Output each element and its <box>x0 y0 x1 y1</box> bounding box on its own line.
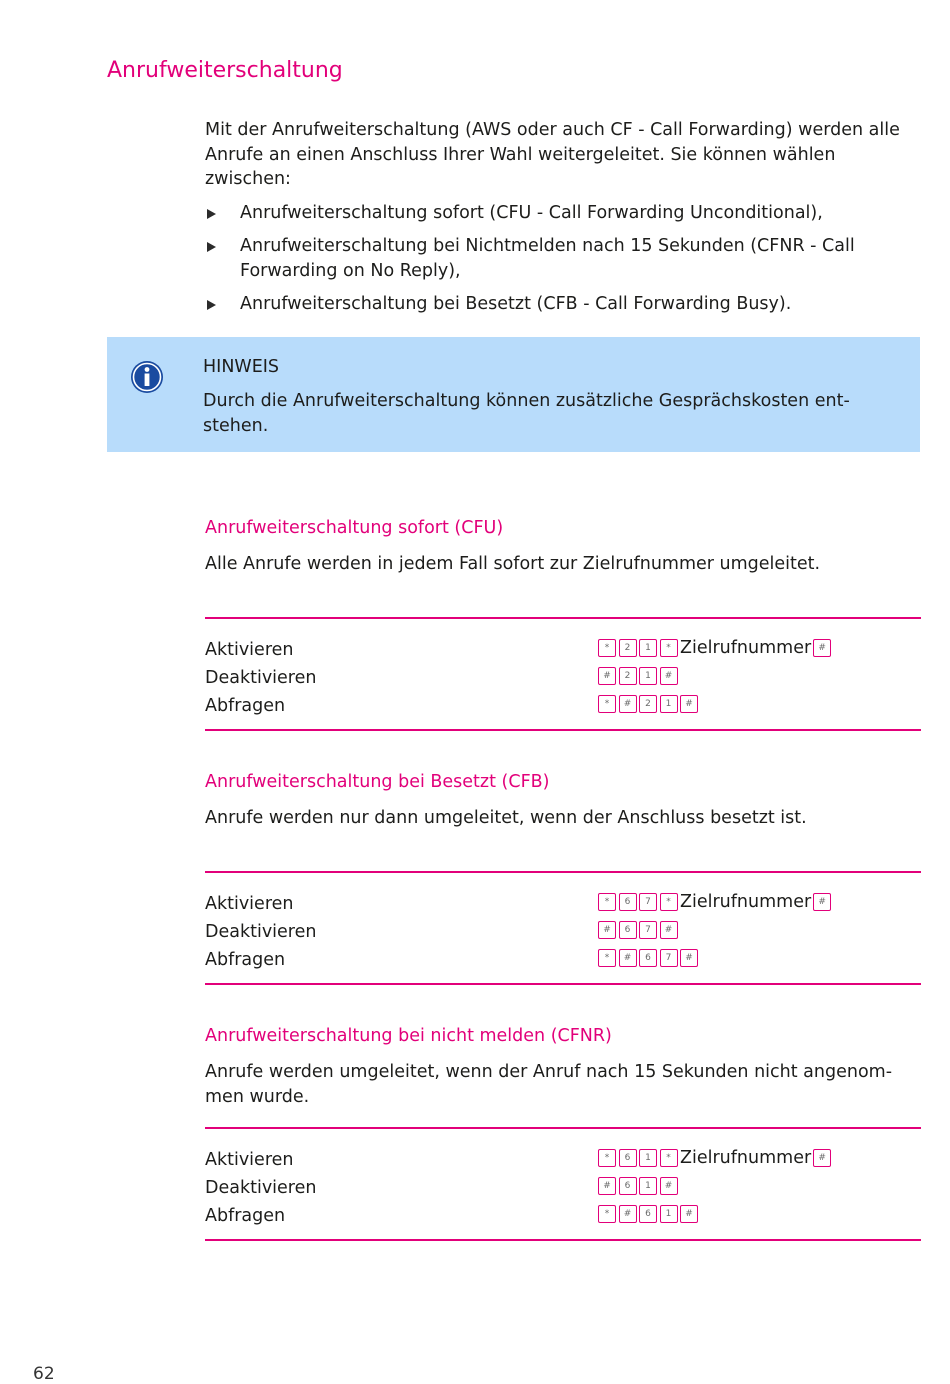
keypad-key: # <box>598 667 616 685</box>
list-item <box>205 234 920 283</box>
keypad-key: * <box>598 639 616 657</box>
keypad-key: # <box>660 667 678 685</box>
keypad-key: 7 <box>639 893 657 911</box>
keypad-key: # <box>598 921 616 939</box>
destination-label: Zielrufnummer <box>680 638 812 658</box>
key-sequence <box>598 1174 680 1198</box>
keypad-key: # <box>680 949 698 967</box>
keypad-key: # <box>813 639 831 657</box>
page-number: 62 <box>33 1364 55 1384</box>
note-title: HINWEIS <box>203 357 280 377</box>
intro-paragraph: Mit der Anrufweiterschaltung (AWS oder auch CF - Call Forwarding) werden alle Anrufe an einen Anschluss Ihrer Wahl weitergeleitet. Sie können wählen zwischen: <box>205 120 900 189</box>
section-cfnr <box>205 1024 921 1226</box>
destination-label: Zielrufnummer <box>680 892 812 912</box>
keypad-key: * <box>660 893 678 911</box>
keypad-key: 1 <box>660 695 678 713</box>
code-row-activate <box>205 1146 921 1174</box>
section-heading: Anrufweiterschaltung sofort (CFU) <box>205 518 504 538</box>
keypad-key: 1 <box>660 1205 678 1223</box>
keypad-key: # <box>680 1205 698 1223</box>
list-item <box>205 292 920 317</box>
key-sequence <box>598 890 834 914</box>
section-description: Anrufe werden umgeleitet, wenn der Anruf nach 15 Sekunden nicht angenom-men wurde. <box>205 1062 893 1107</box>
keypad-key: 1 <box>639 1177 657 1195</box>
keypad-key: * <box>660 639 678 657</box>
code-row-deactivate <box>205 1174 921 1202</box>
row-label: Aktivieren <box>205 640 294 660</box>
key-sequence <box>598 692 701 716</box>
code-row-query <box>205 946 921 974</box>
keypad-key: 1 <box>639 639 657 657</box>
code-row-deactivate <box>205 918 921 946</box>
key-sequence <box>598 1202 701 1226</box>
bullet-arrow-icon <box>207 242 216 252</box>
keypad-key: 1 <box>639 1149 657 1167</box>
keypad-key: * <box>598 893 616 911</box>
section-description: Anrufe werden nur dann umgeleitet, wenn der Anschluss besetzt ist. <box>205 808 807 828</box>
keypad-key: 2 <box>619 639 637 657</box>
row-label: Deaktivieren <box>205 922 317 942</box>
section-heading: Anrufweiterschaltung bei nicht melden (CFNR) <box>205 1026 612 1046</box>
key-sequence <box>598 918 680 942</box>
forwarding-types-list <box>205 201 920 325</box>
keypad-key: 7 <box>660 949 678 967</box>
row-label: Abfragen <box>205 950 286 970</box>
keypad-key: # <box>660 1177 678 1195</box>
page-title: Anrufweiterschaltung <box>107 58 343 83</box>
row-label: Aktivieren <box>205 894 294 914</box>
code-row-activate <box>205 636 921 664</box>
keypad-key: 1 <box>639 667 657 685</box>
keypad-key: # <box>619 1205 637 1223</box>
keypad-key: 7 <box>639 921 657 939</box>
keypad-key: # <box>660 921 678 939</box>
key-sequence <box>598 664 680 688</box>
code-row-activate <box>205 890 921 918</box>
code-row-deactivate <box>205 664 921 692</box>
keypad-key: 2 <box>639 695 657 713</box>
keypad-key: 6 <box>619 1149 637 1167</box>
keypad-key: * <box>660 1149 678 1167</box>
key-sequence <box>598 636 834 660</box>
row-label: Deaktivieren <box>205 1178 317 1198</box>
section-heading: Anrufweiterschaltung bei Besetzt (CFB) <box>205 772 550 792</box>
row-label: Deaktivieren <box>205 668 317 688</box>
destination-label: Zielrufnummer <box>680 1148 812 1168</box>
list-item-text: Anrufweiterschaltung bei Nichtmelden nach 15 Sekunden (CFNR - Call Forwarding on No Reply), <box>240 236 855 281</box>
row-label: Abfragen <box>205 696 286 716</box>
code-row-query <box>205 692 921 720</box>
keypad-key: 6 <box>619 893 637 911</box>
bullet-arrow-icon <box>207 300 216 310</box>
row-label: Abfragen <box>205 1206 286 1226</box>
list-item <box>205 201 920 226</box>
keypad-key: * <box>598 1149 616 1167</box>
section-cfu <box>205 516 921 716</box>
keypad-key: * <box>598 949 616 967</box>
keypad-key: 6 <box>639 949 657 967</box>
row-label: Aktivieren <box>205 1150 294 1170</box>
note-box <box>107 337 920 452</box>
keypad-key: 2 <box>619 667 637 685</box>
keypad-key: # <box>813 1149 831 1167</box>
keypad-key: 6 <box>619 1177 637 1195</box>
info-icon <box>130 360 164 394</box>
keypad-key: # <box>619 949 637 967</box>
keypad-key: * <box>598 1205 616 1223</box>
key-sequence <box>598 1146 834 1170</box>
keypad-key: # <box>680 695 698 713</box>
section-cfb <box>205 770 921 970</box>
keypad-key: # <box>598 1177 616 1195</box>
keypad-key: * <box>598 695 616 713</box>
list-item-text: Anrufweiterschaltung bei Besetzt (CFB - Call Forwarding Busy). <box>240 293 792 314</box>
bullet-arrow-icon <box>207 209 216 219</box>
list-item-text: Anrufweiterschaltung sofort (CFU - Call Forwarding Unconditional), <box>240 203 823 223</box>
keypad-key: # <box>813 893 831 911</box>
note-text: Durch die Anrufweiterschaltung können zusätzliche Gesprächskosten ent-stehen. <box>203 391 850 436</box>
key-sequence <box>598 946 701 970</box>
keypad-key: 6 <box>619 921 637 939</box>
code-row-query <box>205 1202 921 1230</box>
keypad-key: # <box>619 695 637 713</box>
section-description: Alle Anrufe werden in jedem Fall sofort zur Zielrufnummer umgeleitet. <box>205 554 821 574</box>
keypad-key: 6 <box>639 1205 657 1223</box>
